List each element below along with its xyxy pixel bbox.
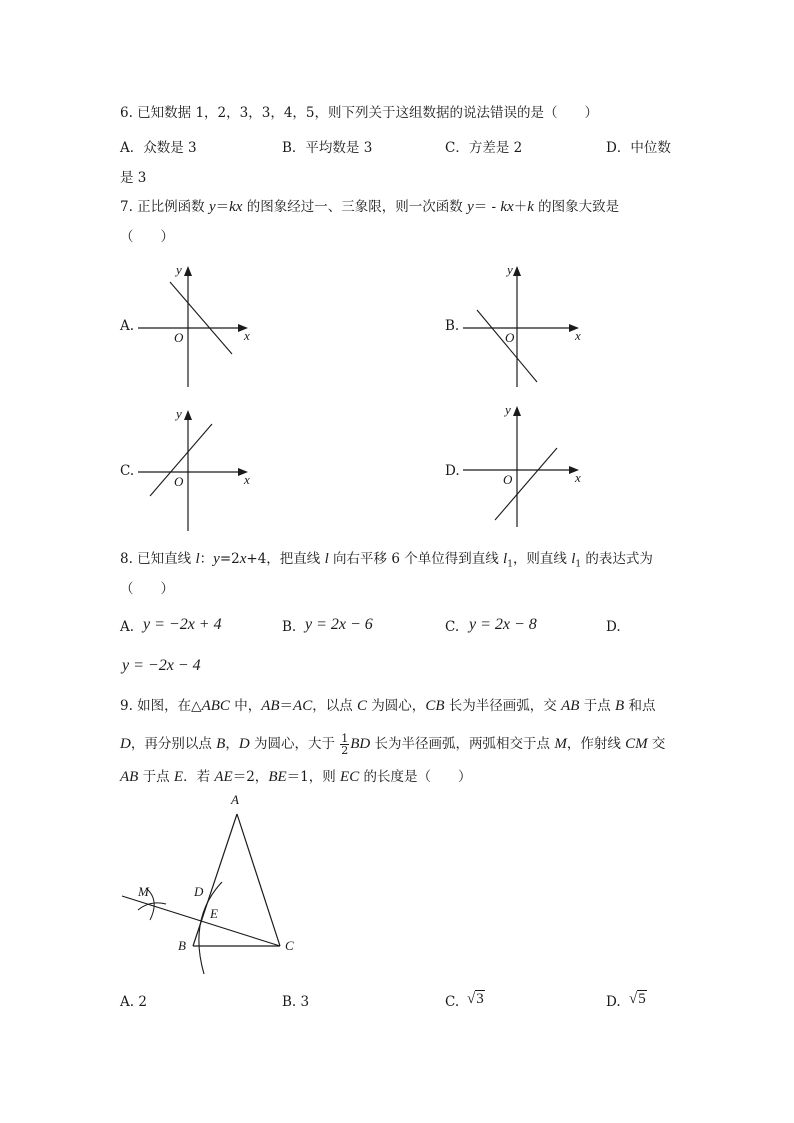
q6-option-d-wrap: 是 3 [120, 170, 147, 186]
q9-triangle-figure [110, 790, 310, 980]
q6-stem: 6. 已知数据 1，2，3，3，4，5，则下列关于这组数据的说法错误的是（ ） [120, 105, 598, 121]
q9-line3: AB 于点 E．若 AE＝2，BE＝1，则 EC 的长度是（ ） [120, 769, 472, 785]
q7-paren: （ ） [120, 229, 174, 245]
q7-label-a: A. [120, 318, 135, 334]
svg-text:O: O [503, 472, 513, 487]
svg-text:y: y [176, 406, 182, 421]
q6-option-d: D．中位数 [606, 140, 671, 156]
q6-option-a: A．众数是 3 [120, 140, 197, 156]
q7-graph-b [455, 262, 595, 392]
svg-text:O: O [174, 474, 184, 489]
svg-text:O: O [505, 330, 515, 345]
q9-option-d-sqrt: √5 [629, 991, 646, 1007]
svg-text:x: x [244, 328, 250, 343]
q7-graph-c [130, 406, 260, 536]
q9-option-a: A. 2 [120, 994, 147, 1010]
q9-line1: 9. 如图，在△ABC 中，AB＝AC，以点 C 为圆心，CB 长为半径画弧，交 AB 于点 B 和点 [120, 698, 656, 714]
q6-option-c: C．方差是 2 [445, 140, 523, 156]
q9-option-c-label: C. [445, 994, 460, 1010]
svg-text:y: y [176, 262, 182, 277]
q7-label-c: C. [120, 463, 135, 479]
q7-label-d: D. [445, 463, 460, 479]
q8-paren: （ ） [120, 581, 174, 597]
svg-text:y: y [505, 402, 511, 417]
q8-option-c-expr: y = 2x − 8 [469, 616, 537, 633]
q8-option-c-label: C. [445, 619, 460, 635]
svg-text:D: D [194, 884, 204, 899]
svg-text:O: O [174, 330, 184, 345]
svg-text:C: C [285, 938, 294, 953]
svg-text:y: y [507, 262, 513, 277]
q6-option-b: B．平均数是 3 [282, 140, 373, 156]
q7-graph-d [455, 402, 595, 532]
q8-option-a-label: A. [120, 619, 135, 635]
q8-option-a-expr: y = −2x + 4 [143, 616, 222, 633]
svg-text:M: M [138, 884, 149, 899]
svg-text:x: x [244, 472, 250, 487]
svg-text:A: A [231, 792, 239, 807]
svg-text:E: E [210, 906, 218, 921]
q7-label-b: B. [445, 318, 460, 334]
q7-graph-a [130, 262, 260, 392]
q8-option-b-label: B. [282, 619, 297, 635]
q9-option-c-sqrt: √3 [467, 991, 484, 1007]
half-fraction: $\frac{1}{2}$ [341, 732, 349, 757]
svg-text:x: x [575, 470, 581, 485]
q8-option-d-label: D. [606, 619, 621, 635]
q8-option-b-expr: y = 2x − 6 [305, 616, 373, 633]
svg-text:B: B [178, 938, 186, 953]
q8-stem: 8. 已知直线 l：y=2x+4，把直线 l 向右平移 6 个单位得到直线 $l_1$，则直线 $l_1$ 的表达式为 [120, 551, 653, 570]
q9-option-b: B. 3 [282, 994, 310, 1010]
q9-line2: D，再分别以点 B，D 为圆心，大于 $\frac{1}{2}$ BD 长为半径画弧，两弧相交于点 M，作射线 CM 交 [120, 732, 666, 757]
q8-option-d-expr: y = −2x − 4 [122, 657, 201, 674]
q7-stem: 7. 正比例函数 y＝kx 的图象经过一、三象限，则一次函数 y＝ - kx＋k 的图象大致是 [120, 199, 620, 215]
q9-option-d-label: D. [606, 994, 621, 1010]
svg-text:x: x [575, 328, 581, 343]
